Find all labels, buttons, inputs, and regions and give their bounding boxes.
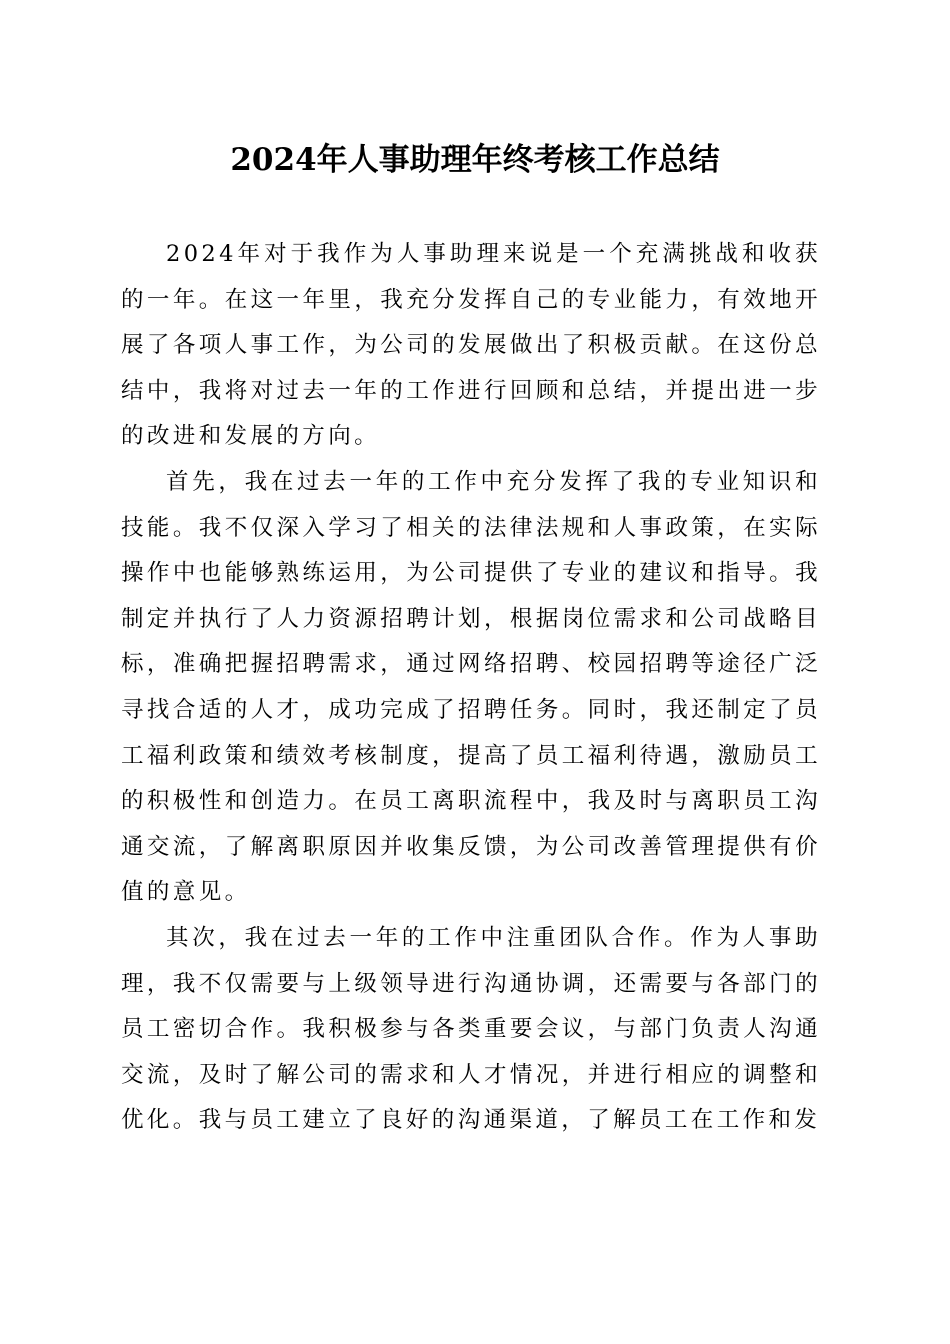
paragraph-intro: 2024年对于我作为人事助理来说是一个充满挑战和收获的一年。在这一年里，我充分发挥自己的专业能力，有效地开展了各项人事工作，为公司的发展做出了积极贡献。在这份总结中，我将对过去一年的工作进行回顾和总结，并提出进一步的改进和发展的方向。: [121, 241, 821, 450]
document-body: [121, 232, 821, 1144]
document-title: 2024年人事助理年终考核工作总结: [230, 142, 720, 178]
paragraph-professional-skills: 首先，我在过去一年的工作中充分发挥了我的专业知识和技能。我不仅深入学习了相关的法律法规和人事政策，在实际操作中也能够熟练运用，为公司提供了专业的建议和指导。我制定并执行了人力资源招聘计划，根据岗位需求和公司战略目标，准确把握招聘需求，通过网络招聘、校园招聘等途径广泛寻找合适的人才，成功完成了招聘任务。同时，我还制定了员工福利政策和绩效考核制度，提高了员工福利待遇，激励员工的积极性和创造力。在员工离职流程中，我及时与离职员工沟通交流，了解离职原因并收集反馈，为公司改善管理提供有价值的意见。: [121, 468, 821, 906]
paragraph-teamwork: 其次，我在过去一年的工作中注重团队合作。作为人事助理，我不仅需要与上级领导进行沟通协调，还需要与各部门的员工密切合作。我积极参与各类重要会议，与部门负责人沟通交流，及时了解公司的需求和人才情况，并进行相应的调整和优化。我与员工建立了良好的沟通渠道，了解员工在工作和发: [121, 924, 821, 1134]
